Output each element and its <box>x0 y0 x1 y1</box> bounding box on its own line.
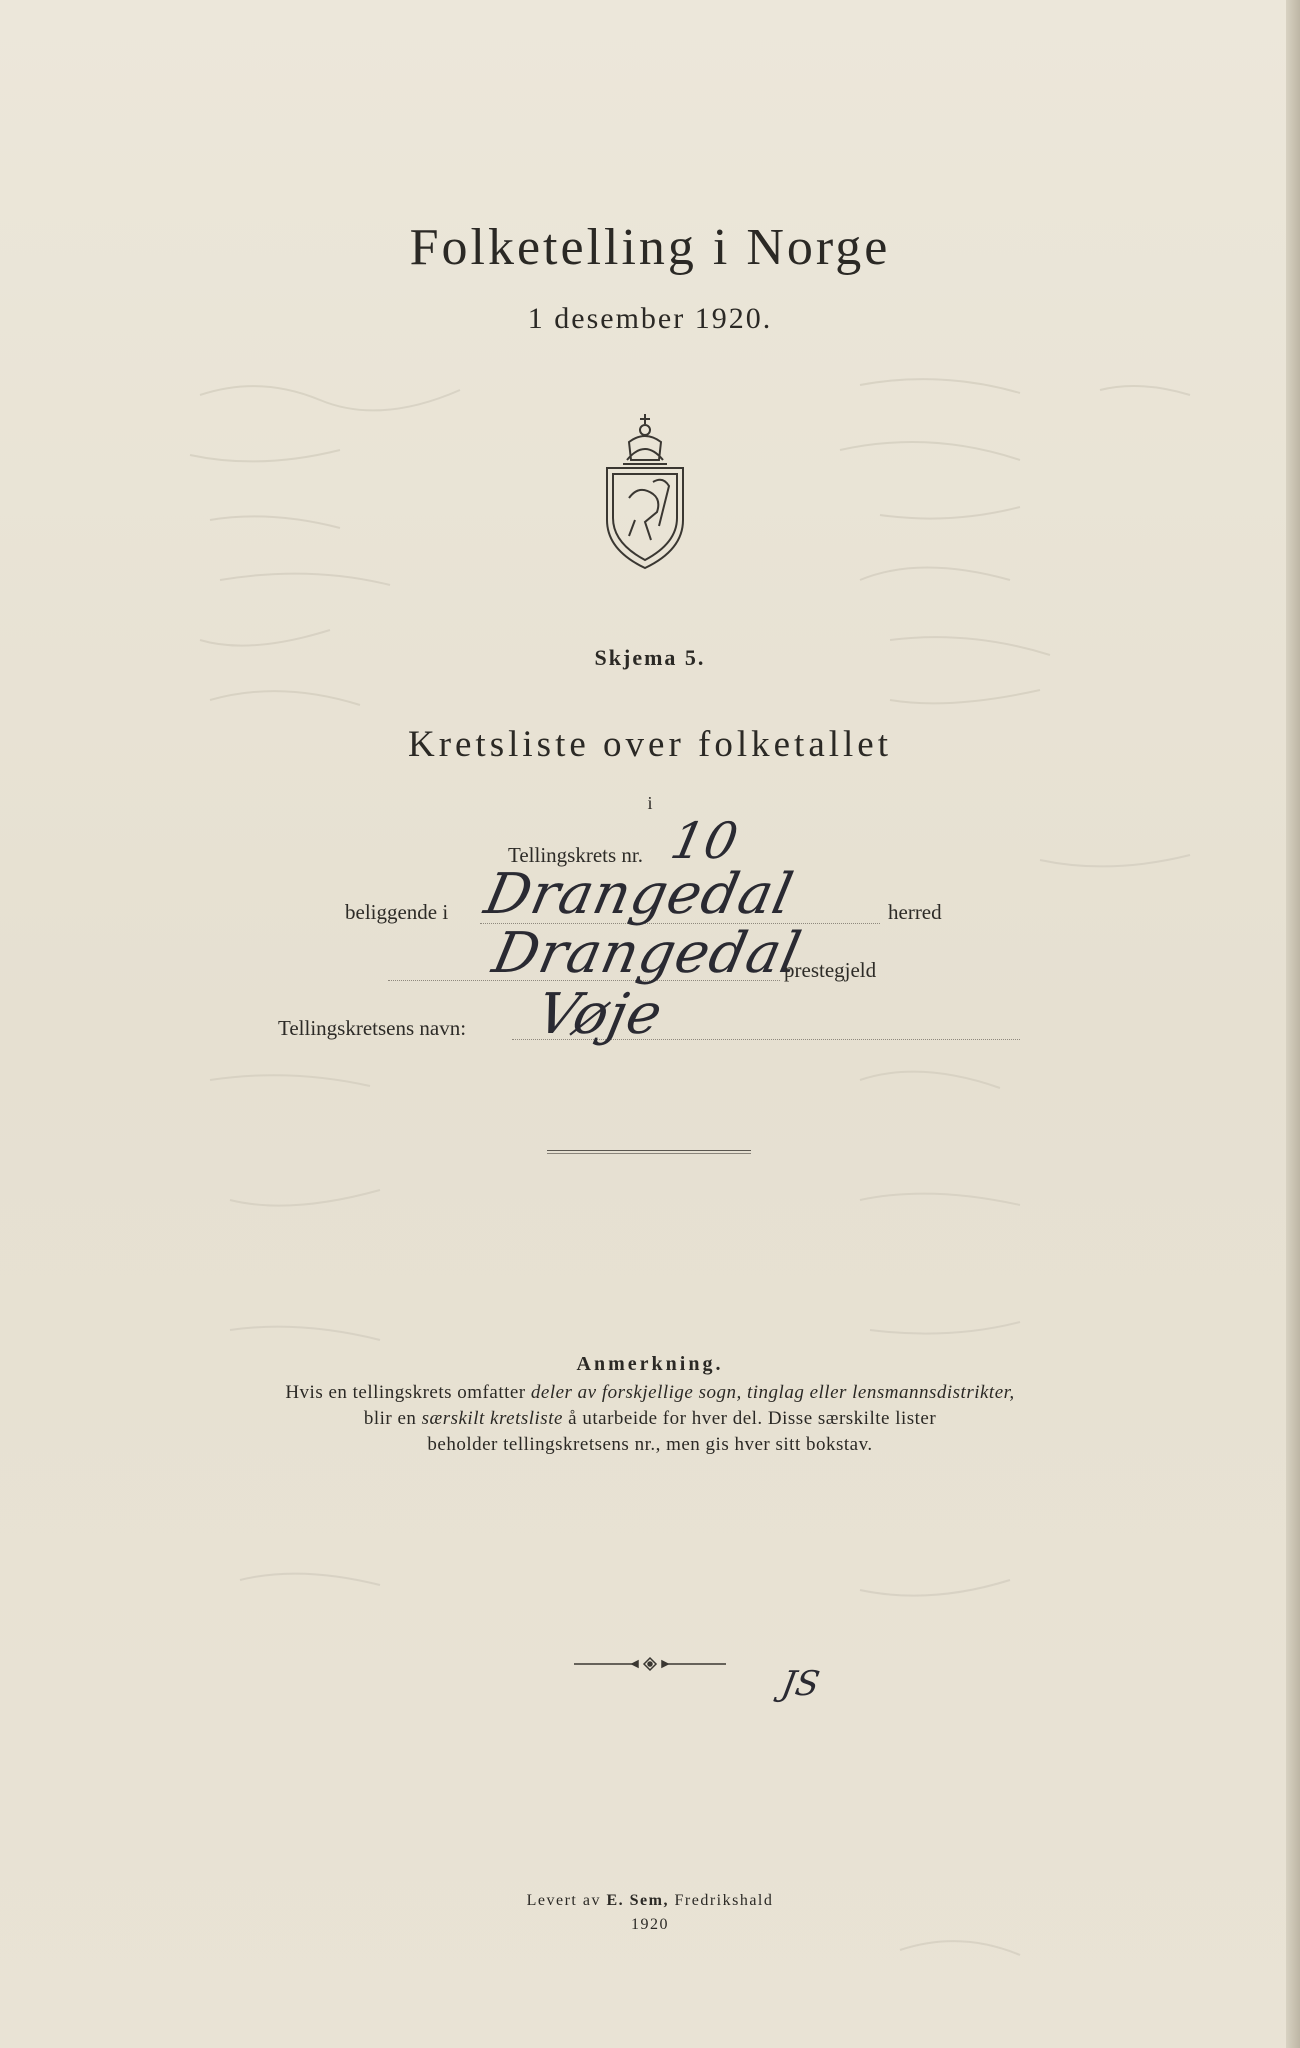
note-line-2: blir en særskilt kretsliste å utarbeide for hver del. Disse særskilte lister <box>363 1408 937 1429</box>
census-date: 1 desember 1920. <box>527 302 773 335</box>
note-heading: Anmerkning. <box>576 1353 724 1375</box>
page-edge <box>1286 0 1300 2048</box>
beliggende-label: beliggende i <box>345 900 449 924</box>
separator-rule <box>547 1150 751 1154</box>
note-line-3: beholder tellingskretsens nr., men gis hver sitt bokstav. <box>427 1434 873 1455</box>
krets-number-value: 10 <box>665 812 744 870</box>
printer-credit: Levert av E. Sem, Fredrikshald <box>526 1892 774 1909</box>
document-title: Folketelling i Norge <box>409 219 891 276</box>
schema-number: Skjema 5. <box>594 645 706 670</box>
ornament-divider-icon <box>572 1654 728 1674</box>
prestegjeld-label: prestegjeld <box>784 958 877 982</box>
herred-value: Drangedal <box>479 862 800 927</box>
herred-label: herred <box>888 900 942 924</box>
note-line-1: Hvis en tellingskrets omfatter deler av forskjellige sogn, tinglag eller lensmannsdistrikter, <box>285 1382 1015 1403</box>
form-heading: Kretsliste over folketallet <box>407 724 893 765</box>
handwritten-initials: JS <box>778 1664 823 1704</box>
krets-name-value: Vøje <box>531 982 669 1047</box>
krets-name-label: Tellingskretsens navn: <box>278 1016 467 1040</box>
coat-of-arms-icon <box>595 402 695 572</box>
prestegjeld-value: Drangedal <box>487 921 808 986</box>
printer-year: 1920 <box>631 1916 669 1933</box>
krets-number-label: Tellingskrets nr. <box>508 843 644 867</box>
connector-word: i <box>647 793 653 813</box>
